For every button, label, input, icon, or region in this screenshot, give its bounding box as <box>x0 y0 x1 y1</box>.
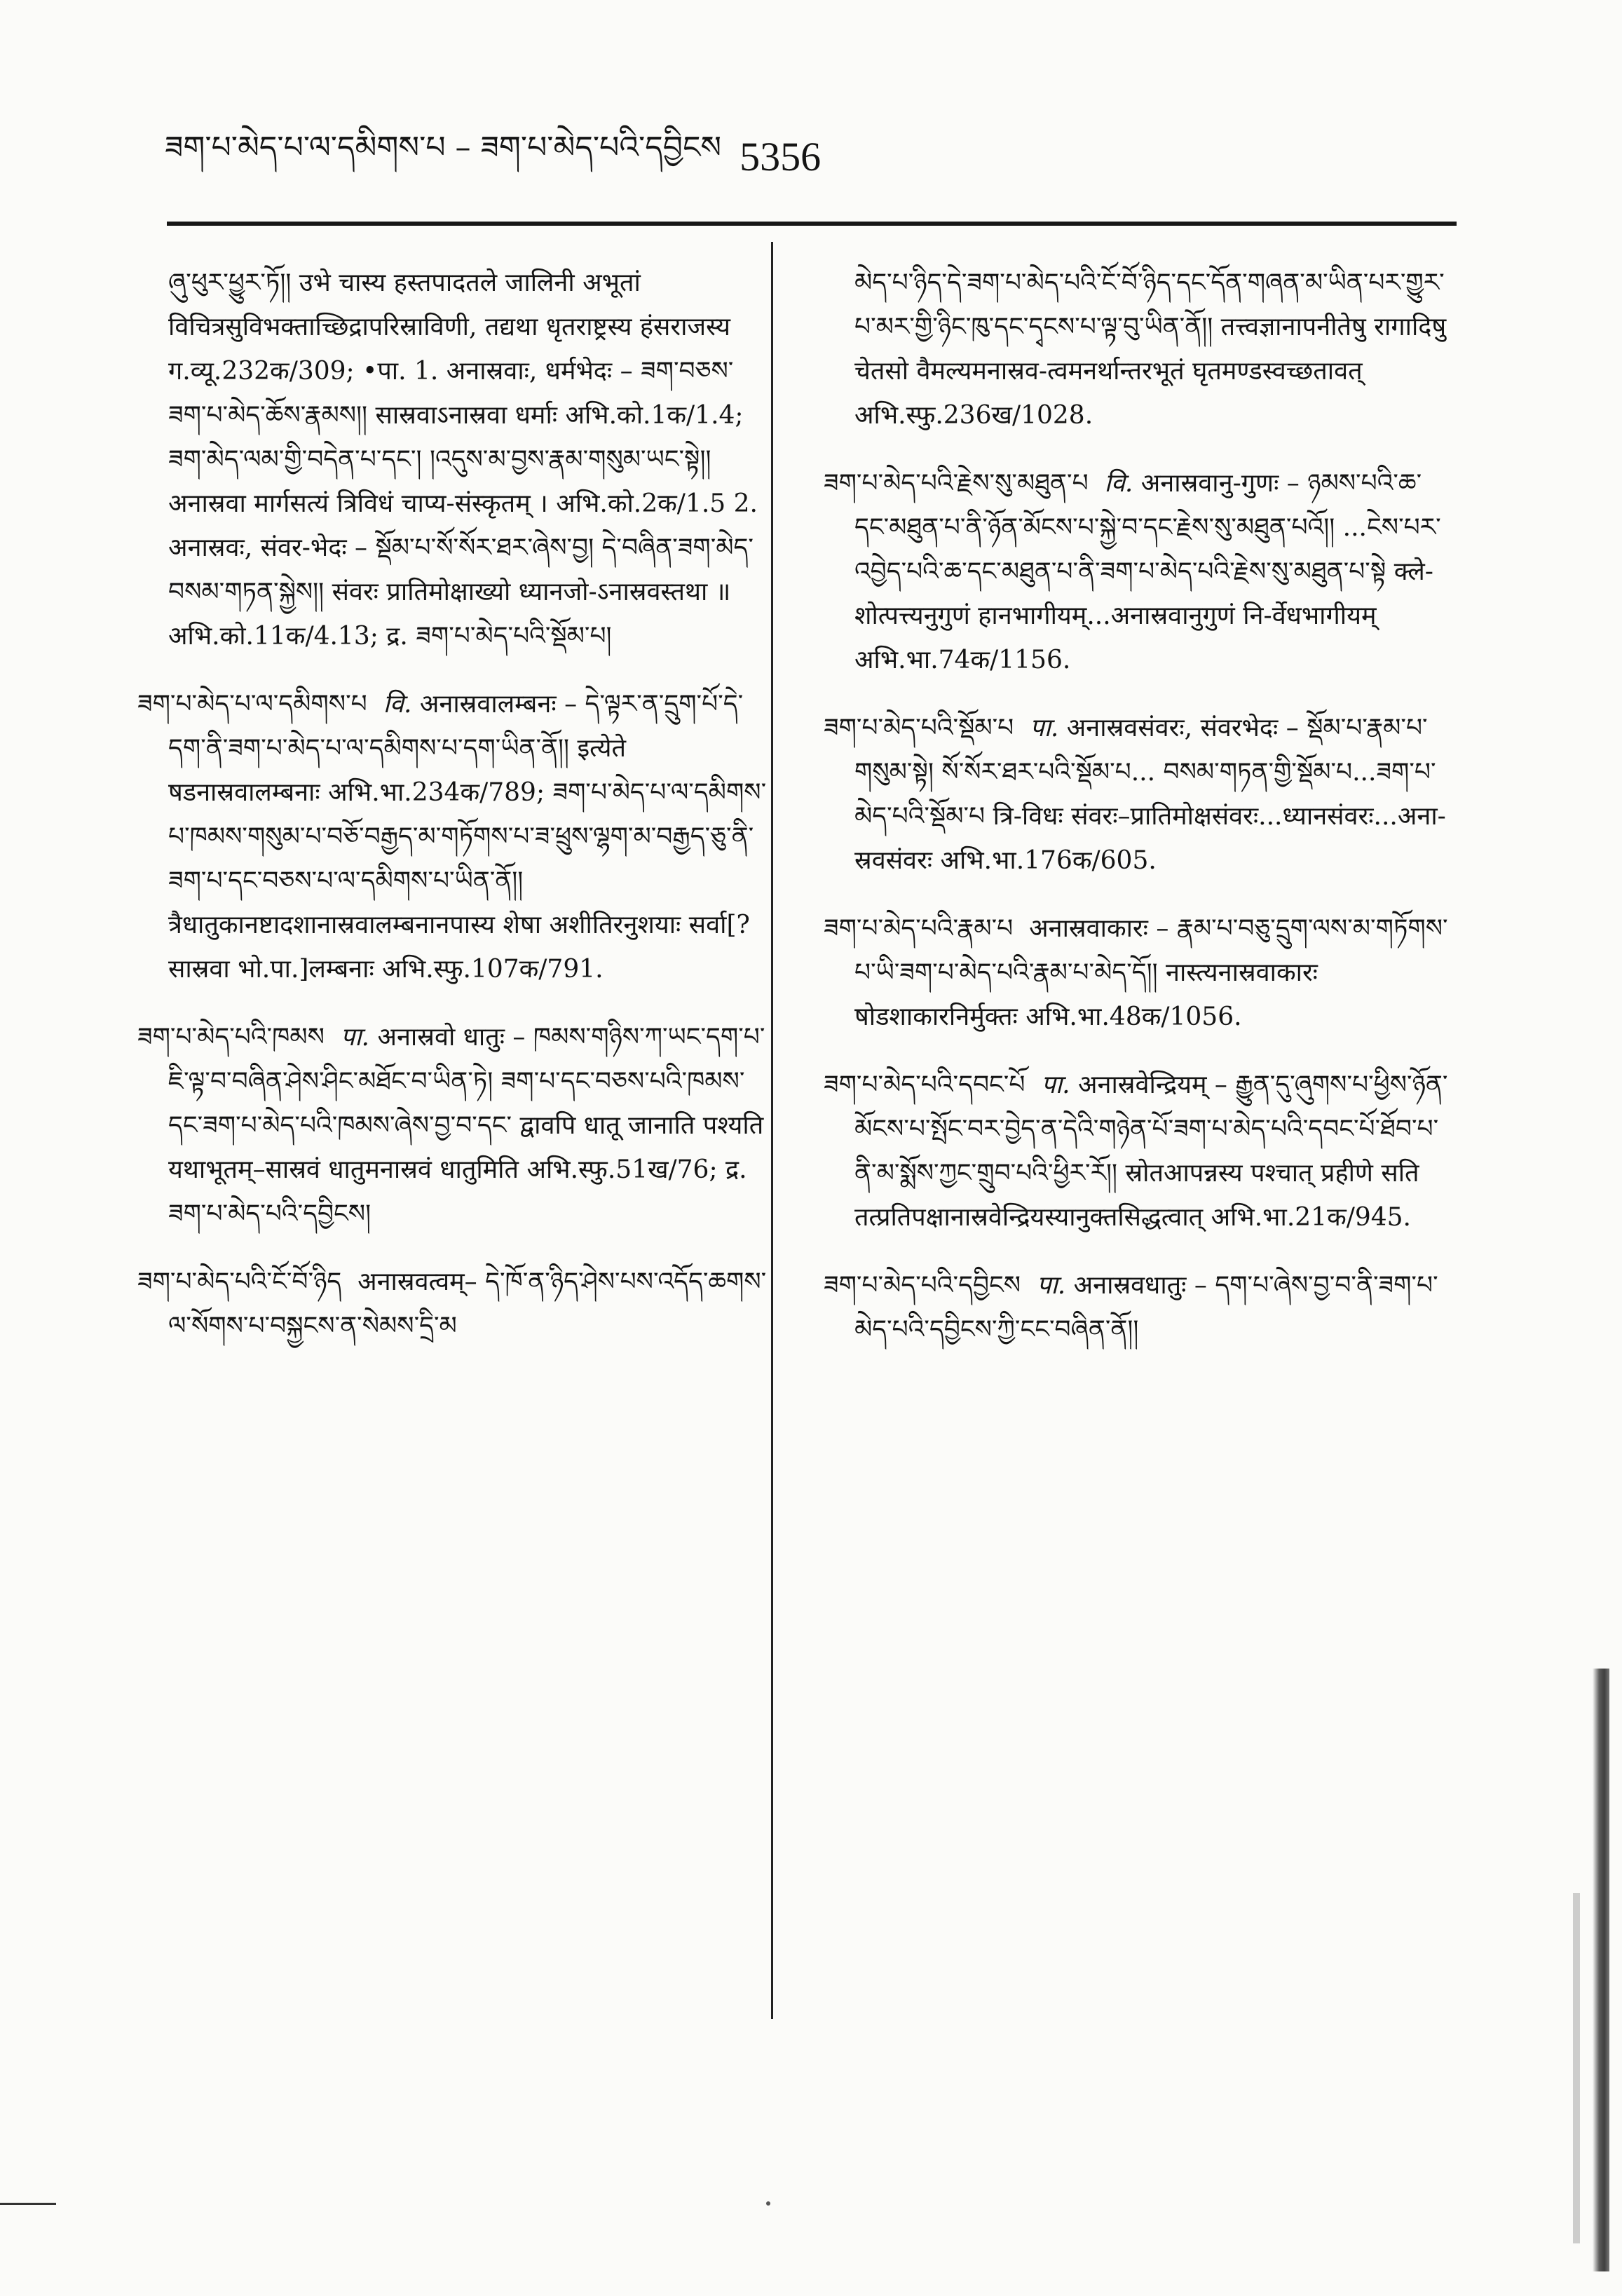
entry-text: མེད་པ་ཉིད་དེ་ཟག་པ་མེད་པའི་ངོ་བོ་ཉིད་དང་དོན་གཞན་མ་ཡིན་པར་གྱུར་པ་མར་གྱི་ཉིང་ཁུ་དང་དྭངས་པ་ལྟ་བུ་ཡིན་ནོ།། तत्त्वज्ञानापनीतेषु रागादिषु चेतसो वैमल्यमनास्रव-त्वमनर्थान्तरभूतं घृतमण्डस्वच्छतावत् अभि.स्फु.236ख/1028. <box>854 269 1447 430</box>
header-range: ཟག་པ་མེད་པ་ལ་དམིགས་པ – ཟག་པ་མེད་པའི་དབྱིངས <box>165 130 722 165</box>
entry-grammar: पा. <box>340 1023 369 1052</box>
scan-corner-mark <box>0 2203 56 2205</box>
right-column <box>824 261 1454 2042</box>
entry-text: अनास्रवानु-गुणः – ཉམས་པའི་ཆ་དང་མཐུན་པ་ནི་ཉོན་མོངས་པ་སྐྱེ་བ་དང་རྗེས་སུ་མཐུན་པའོ།། ...ངེས་པར་འབྱེད་པའི་ཆ་དང་མཐུན་པ་ནི་ཟག་པ་མེད་པའི་རྗེས་སུ་མཐུན་པ་སྟེ क्ले-शोत्पत्त्यनुगुणं हानभागीयम्...अनास्रवानुगुणं नि-र्वेधभागीयम् अभि.भा.74क/1156. <box>854 469 1441 674</box>
entry-text: अनास्रवत्वम्– དེ་ཁོ་ན་ཉིད་ཤེས་པས་འདོད་ཆགས་ལ་སོགས་པ་བསྐྱངས་ན་སེམས་དྲི་མ <box>168 1268 767 1340</box>
entry-text: अनास्रवाकारः – རྣམ་པ་བཅུ་དྲུག་ལས་མ་གཏོགས་པ་ཡི་ཟག་པ་མེད་པའི་རྣམ་པ་མེད་དོ།། नास्त्यनास्रवाकारः षोडशाकारनिर्मुक्तः अभि.भा.48क/1056. <box>854 914 1448 1031</box>
entry-headword: ཟག་པ་མེད་པའི་དབྱིངས <box>824 1271 1021 1300</box>
entry-headword: ཟག་པ་མེད་པའི་དབང་པོ <box>824 1071 1025 1099</box>
scan-shadow <box>1573 1893 1580 2243</box>
dictionary-entry <box>824 1263 1454 1352</box>
dictionary-entry <box>137 1015 768 1236</box>
dictionary-entry <box>824 706 1454 883</box>
scan-speck <box>766 2201 770 2206</box>
page-number: 5356 <box>740 133 822 179</box>
entry-text: अनास्रवेन्द्रियम् – རྒྱུན་དུ་ཞུགས་པ་ཕྱིས་ཉོན་མོངས་པ་སྤོང་བར་བྱེད་ན་དེའི་གཉེན་པོ་ཟག་པ་མེད་པའི་དབང་པོ་ཐོབ་པ་ནི་མ་སྨོས་ཀྱང་གྲུབ་པའི་ཕྱིར་རོ།། स्रोतआपन्नस्य पश्चात् प्रहीणे सति तत्प्रतिपक्षानास्रवेन्द्रियस्यानुक्तसिद्धत्वात् अभि.भा.21क/945. <box>854 1071 1448 1232</box>
entry-headword: ཟག་པ་མེད་པའི་ཁམས <box>137 1023 325 1052</box>
entry-text: ཞུ་ཕུར་ཕྱུར་ཏོ།། उभे चास्य हस्तपादतले जालिनी अभूतां विचित्रसुविभक्ताच्छिद्रापरिस्राविणी, तद्यथा धृतराष्ट्रस्य हंसराजस्य ग.व्यू.232क/309; •पा. 1. अनास्रवाः, धर्मभेदः – ཟག་བཅས་ཟག་པ་མེད་ཆོས་རྣམས།། सास्रवाऽनास्रवा धर्माः अभि.को.1क/1.4; ཟག་མེད་ལམ་གྱི་བདེན་པ་དང་། །འདུས་མ་བྱས་རྣམ་གསུམ་ཡང་སྟེ།། अनास्रवा मार्गसत्यं त्रिविधं चाप्य-संस्कृतम् । अभि.को.2क/1.5 2. अनास्रवः, संवर-भेदः – སྡོམ་པ་སོ་སོར་ཐར་ཞེས་བྱ། དེ་བཞིན་ཟག་མེད་བསམ་གཏན་སྐྱེས།། संवरः प्रातिमोक्षाख्यो ध्यानजो-ऽनास्रवस्तथा ॥ अभि.को.11क/4.13; द्र. ཟག་པ་མེད་པའི་སྡོམ་པ། <box>168 269 758 651</box>
entry-headword: ཟག་པ་མེད་པའི་སྡོམ་པ <box>824 714 1014 742</box>
page-header <box>165 125 1497 188</box>
entry-text: अनास्रवसंवरः, संवरभेदः – སྡོམ་པ་རྣམ་པ་གསུམ་སྟེ། སོ་སོར་ཐར་པའི་སྡོམ་པ... བསམ་གཏན་གྱི་སྡོམ་པ...ཟག་པ་མེད་པའི་སྡོམ་པ त्रि-विधः संवरः–प्रातिमोक्षसंवरः...ध्यानसंवरः...अना-स्रवसंवरः अभि.भा.176क/605. <box>854 714 1446 875</box>
entry-headword: ཟག་པ་མེད་པའི་རྣམ་པ <box>824 914 1014 943</box>
dictionary-entry <box>137 682 768 991</box>
entry-headword: ཟག་པ་མེད་པ་ལ་དམིགས་པ <box>137 690 367 719</box>
entry-text: अनास्रवो धातुः – ཁམས་གཉིས་ཀ་ཡང་དག་པ་ཇི་ལྟ་བ་བཞིན་ཤེས་ཤིང་མཐོང་བ་ཡིན་ཏེ། ཟག་པ་དང་བཅས་པའི་ཁམས་དང་ཟག་པ་མེད་པའི་ཁམས་ཞེས་བྱ་བ་དང་ द्वावपि धातू जानाति पश्यति यथाभूतम्–सास्रवं धातुमनास्रवं धातुमिति अभि.स्फु.51ख/76; द्र. ཟག་པ་མེད་པའི་དབྱིངས། <box>168 1023 765 1228</box>
entry-grammar: पा. <box>1036 1271 1066 1300</box>
dictionary-entry <box>137 261 768 658</box>
dictionary-entry <box>824 1063 1454 1239</box>
entry-headword: ཟག་པ་མེད་པའི་རྗེས་སུ་མཐུན་པ <box>824 469 1089 498</box>
entry-text: अनास्रवधातुः – དག་པ་ཞེས་བྱ་བ་ནི་ཟག་པ་མེད་པའི་དབྱིངས་ཀྱི་ངང་བཞིན་ནོ།། <box>854 1271 1438 1344</box>
entry-grammar: वि. <box>1104 469 1133 498</box>
entry-grammar: वि. <box>383 690 412 719</box>
dictionary-entry <box>824 906 1454 1039</box>
left-column <box>137 261 768 2042</box>
entry-grammar: पा. <box>1041 1071 1070 1099</box>
entry-grammar: पा. <box>1030 714 1059 742</box>
entry-headword: ཟག་པ་མེད་པའི་ངོ་བོ་ཉིད <box>137 1268 342 1296</box>
header-rule <box>167 222 1457 226</box>
column-divider <box>771 242 773 2019</box>
dictionary-entry <box>137 1260 768 1348</box>
entry-text: अनास्रवालम्बनः – དེ་ལྟར་ན་དྲུག་པོ་དེ་དག་ནི་ཟག་པ་མེད་པ་ལ་དམིགས་པ་དག་ཡིན་ནོ།། इत्येते षडनास्रवालम्बनाः अभि.भा.234क/789; ཟག་པ་མེད་པ་ལ་དམིགས་པ་ཁམས་གསུམ་པ་བཅོ་བརྒྱད་མ་གཏོགས་པ་ཟ་ཕྲུས་ལྷག་མ་བརྒྱད་ཅུ་ནི་ཟག་པ་དང་བཅས་པ་ལ་དམིགས་པ་ཡིན་ནོ།། त्रैधातुकानष्टादशानास्रवालम्बनानपास्य शेषा अशीतिरनुशयाः सर्वा[?सास्रवा भो.पा.]लम्बनाः अभि.स्फु.107क/791. <box>168 690 767 984</box>
dictionary-entry <box>824 461 1454 682</box>
dictionary-entry <box>824 261 1454 437</box>
scan-binding-edge <box>1593 1669 1609 2271</box>
